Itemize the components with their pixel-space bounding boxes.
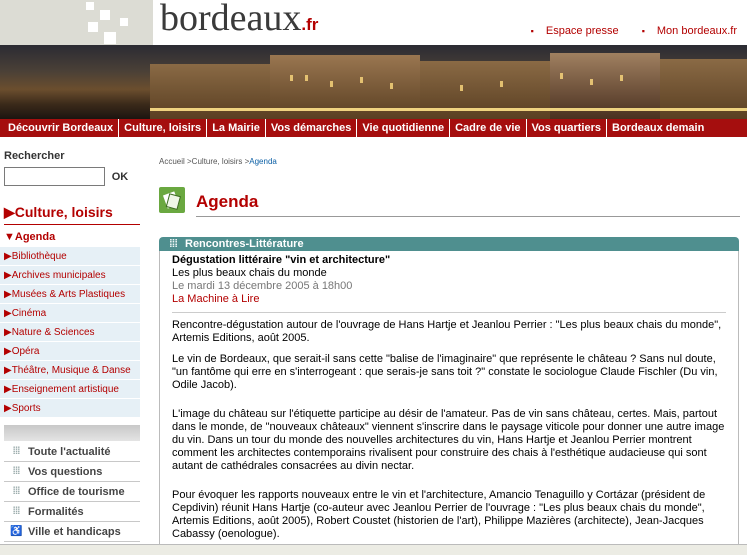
- menu-item-art-teaching[interactable]: ▶Enseignement artistique: [0, 380, 140, 399]
- event-box: [159, 251, 739, 555]
- event-paragraph: Pour évoquer les rapports nouveaux entre le vin et l'architecture, Amancio Tenaguillo y Cortázar (président de Cepdivin) réunit Hans Hartje (co-auteur avec Jeanlou Perrier de l'ouvrage : "Les plus beaux chais du monde", Artemis Editions, août 2005), Robert Coustet (historien de l'art), Philippe Mazières (architecte), Jean-Jacques Cabassy (oenologue).: [172, 489, 706, 540]
- section-menu: [0, 228, 140, 418]
- quick-link-formalities[interactable]: ⁞⁞⁞ Formalités: [4, 502, 140, 522]
- menu-item-sports[interactable]: ▶Sports: [0, 399, 140, 418]
- nav-daily-life[interactable]: Vie quotidienne: [357, 119, 450, 137]
- event-place-link[interactable]: La Machine à Lire: [172, 293, 260, 305]
- site-header: [0, 0, 747, 134]
- section-title[interactable]: ▶Culture, loisirs: [4, 204, 113, 220]
- search-label: Rechercher: [4, 150, 65, 162]
- nav-future[interactable]: Bordeaux demain: [612, 122, 705, 134]
- nav-discover[interactable]: Découvrir Bordeaux: [0, 119, 119, 137]
- agenda-icon: [159, 187, 185, 213]
- grid-icon: ⁞⁞⁞: [12, 505, 20, 517]
- site-logo[interactable]: [160, 0, 318, 40]
- grid-icon: ⁞⁞⁞: [12, 465, 20, 477]
- divider: [4, 425, 140, 441]
- nav-districts[interactable]: Vos quartiers: [527, 119, 608, 137]
- quick-link-tourism[interactable]: ⁞⁞⁞ Office de tourisme: [4, 482, 140, 502]
- divider: [172, 312, 726, 313]
- my-bordeaux-link[interactable]: ▪ Mon bordeaux.fr: [641, 25, 737, 37]
- nav-demarches[interactable]: Vos démarches: [266, 119, 358, 137]
- menu-item-theatre[interactable]: ▶Théâtre, Musique & Danse: [0, 361, 140, 380]
- menu-item-museums[interactable]: ▶Musées & Arts Plastiques: [0, 285, 140, 304]
- quick-link-questions[interactable]: ⁞⁞⁞ Vos questions: [4, 462, 140, 482]
- main-nav: [0, 119, 747, 137]
- sidebar: [0, 146, 140, 555]
- nav-mairie[interactable]: La Mairie: [207, 119, 266, 137]
- top-links: [511, 25, 737, 37]
- menu-item-agenda[interactable]: ▼Agenda: [0, 228, 140, 247]
- city-banner-image: [0, 45, 747, 119]
- menu-item-cinema[interactable]: ▶Cinéma: [0, 304, 140, 323]
- quick-link-news[interactable]: ⁞⁞⁞ Toute l'actualité: [4, 442, 140, 462]
- search-ok-button[interactable]: OK: [108, 167, 132, 186]
- menu-item-opera[interactable]: ▶Opéra: [0, 342, 140, 361]
- event-paragraph: Le vin de Bordeaux, que serait-il sans cette "balise de l'imaginaire" que représente le château ? Sans nul doute, "un fantôme qui erre en s'interrogeant : que serais-je sans toit ?" constate le sociologue Claude Fischler (Du vin, Odile Jacob).: [172, 353, 718, 391]
- nav-environment[interactable]: Cadre de vie: [450, 119, 526, 137]
- press-link[interactable]: ▪ Espace presse: [530, 25, 619, 37]
- menu-item-nature[interactable]: ▶Nature & Sciences: [0, 323, 140, 342]
- divider: [196, 216, 740, 217]
- divider: [4, 224, 140, 225]
- menu-item-library[interactable]: ▶Bibliothèque: [0, 247, 140, 266]
- quick-links: [4, 442, 140, 542]
- event-subtitle: Les plus beaux chais du monde: [172, 267, 327, 279]
- logo-tld: .fr: [301, 15, 319, 34]
- grid-icon: ⁞⁞⁞: [169, 238, 177, 250]
- event-paragraph: L'image du château sur l'étiquette participe au désir de l'amateur. Pas de vin sans château, certes. Mais, partout dans le monde, de "nouveaux châteaux" viennent s'inscrire dans le paysage viticole pour donner une autre image du vin. Dans un tour du monde des nouvelles architectures du vin, Hans Hartje et Jeanlou Perrier montrent comment les architectes contemporains rivalisent pour construire des chais à l'esthétique audacieuse qui sont autant de cathédrales consacrées au divin nectar.: [172, 408, 725, 472]
- nav-culture[interactable]: Culture, loisirs: [119, 119, 207, 137]
- page-title: Agenda: [196, 192, 259, 211]
- event-title: Dégustation littéraire "vin et architecture": [172, 254, 391, 266]
- search-input[interactable]: [4, 167, 105, 186]
- grid-icon: ⁞⁞⁞: [12, 445, 20, 457]
- logo-graphic: [0, 0, 153, 45]
- quick-link-accessibility[interactable]: ♿ Ville et handicaps: [4, 522, 140, 542]
- event-paragraph: Rencontre-dégustation autour de l'ouvrage de Hans Hartje et Jeanlou Perrier : "Les plus beaux chais du monde", Artemis Editions, août 2005.: [172, 319, 722, 344]
- event-box-header: ⁞⁞⁞ Rencontres-Littérature: [159, 237, 739, 251]
- event-date: Le mardi 13 décembre 2005 à 18h00: [172, 280, 353, 292]
- breadcrumb: Accueil >Culture, loisirs >Agenda: [159, 157, 277, 166]
- logo-text: bordeaux: [160, 0, 302, 39]
- accessibility-icon: ♿: [10, 525, 22, 537]
- grid-icon: ⁞⁞⁞: [12, 485, 20, 497]
- browser-status-bar: [0, 544, 747, 555]
- menu-item-archives[interactable]: ▶Archives municipales: [0, 266, 140, 285]
